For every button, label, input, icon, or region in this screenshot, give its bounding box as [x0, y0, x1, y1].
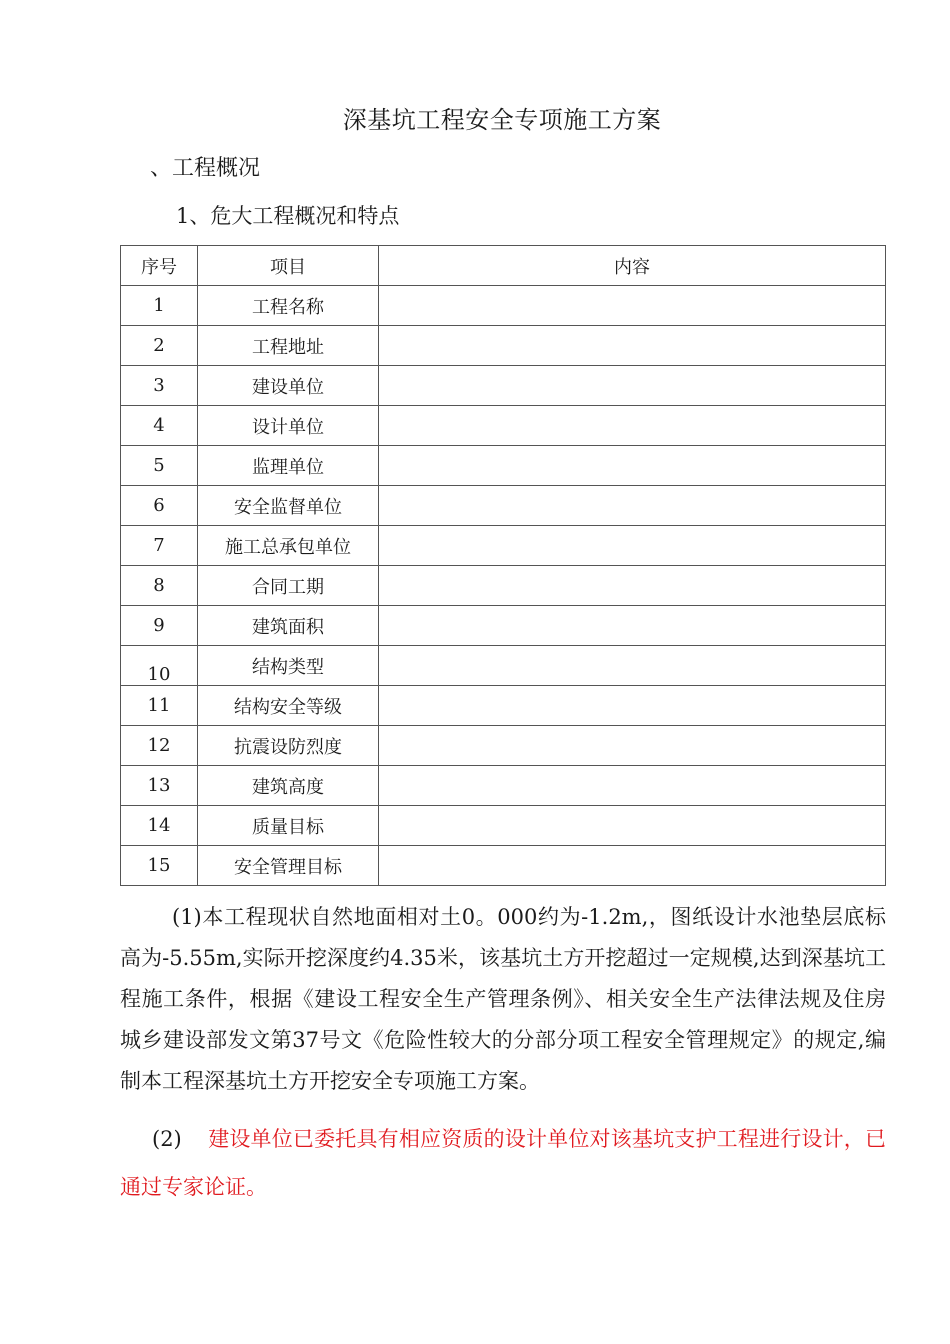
project-info-table	[120, 245, 886, 886]
table-row	[121, 606, 886, 646]
row-number: 7	[121, 526, 198, 566]
row-number: 3	[121, 366, 198, 406]
header-no: 序号	[121, 246, 198, 286]
row-item: 工程地址	[198, 326, 379, 366]
subsection-heading: 1、危大工程概况和特点	[176, 204, 400, 228]
row-number: 5	[121, 446, 198, 486]
row-content	[379, 606, 886, 646]
table-row	[121, 566, 886, 606]
row-item: 结构类型	[198, 646, 379, 686]
row-number: 6	[121, 486, 198, 526]
row-content	[379, 686, 886, 726]
row-content	[379, 806, 886, 846]
table-header-row	[121, 246, 886, 286]
row-item: 质量目标	[198, 806, 379, 846]
table-row	[121, 646, 886, 686]
row-number: 11	[121, 686, 198, 726]
row-item: 施工总承包单位	[198, 526, 379, 566]
table-row	[121, 526, 886, 566]
table-row	[121, 686, 886, 726]
table-row	[121, 366, 886, 406]
row-item: 结构安全等级	[198, 686, 379, 726]
row-item: 建设单位	[198, 366, 379, 406]
row-item: 安全监督单位	[198, 486, 379, 526]
row-number: 13	[121, 766, 198, 806]
row-number: 1	[121, 286, 198, 326]
document-title: 深基坑工程安全专项施工方案	[342, 106, 662, 134]
row-number: 10	[121, 646, 198, 686]
table-row	[121, 486, 886, 526]
row-number: 15	[121, 846, 198, 886]
row-number: 14	[121, 806, 198, 846]
row-content	[379, 406, 886, 446]
header-content: 内容	[379, 246, 886, 286]
row-number: 12	[121, 726, 198, 766]
row-content	[379, 446, 886, 486]
row-content	[379, 526, 886, 566]
row-content	[379, 726, 886, 766]
row-number: 4	[121, 406, 198, 446]
table-row	[121, 286, 886, 326]
paragraph-2	[120, 1115, 886, 1211]
table-row	[121, 446, 886, 486]
row-content	[379, 566, 886, 606]
row-item: 监理单位	[198, 446, 379, 486]
row-content	[379, 326, 886, 366]
header-item: 项目	[198, 246, 379, 286]
table-row	[121, 766, 886, 806]
row-number: 8	[121, 566, 198, 606]
row-item: 建筑高度	[198, 766, 379, 806]
row-content	[379, 766, 886, 806]
row-item: 工程名称	[198, 286, 379, 326]
row-content	[379, 286, 886, 326]
row-content	[379, 366, 886, 406]
row-item: 抗震设防烈度	[198, 726, 379, 766]
row-item: 建筑面积	[198, 606, 379, 646]
paragraph-1: (1)本工程现状自然地面相对土0。000约为-1.2m,，图纸设计水池垫层底标高为-5.55m,实际开挖深度约4.35米，该基坑土方开挖超过一定规模,达到深基坑工程施工条件，根据《建设工程安全生产管理条例》、相关安全生产法律法规及住房城乡建设部发文第37号文《危险性较大的分部分项工程安全管理规定》的规定,编制本工程深基坑土方开挖安全专项施工方案。	[120, 905, 886, 1093]
row-content	[379, 846, 886, 886]
table-row	[121, 806, 886, 846]
row-content	[379, 486, 886, 526]
table-row	[121, 726, 886, 766]
row-item: 合同工期	[198, 566, 379, 606]
row-number: 9	[121, 606, 198, 646]
paragraph-2-highlight-text: 建设单位已委托具有相应资质的设计单位对该基坑支护工程进行设计，已通过专家论证。	[120, 1127, 886, 1199]
paragraph-2-number: (2)	[152, 1127, 182, 1151]
table-row	[121, 406, 886, 446]
section-heading: 、工程概况	[150, 156, 261, 181]
table-row	[121, 846, 886, 886]
row-item: 设计单位	[198, 406, 379, 446]
row-item: 安全管理目标	[198, 846, 379, 886]
row-content	[379, 646, 886, 686]
table-row	[121, 326, 886, 366]
row-number: 2	[121, 326, 198, 366]
table-body	[121, 286, 886, 886]
